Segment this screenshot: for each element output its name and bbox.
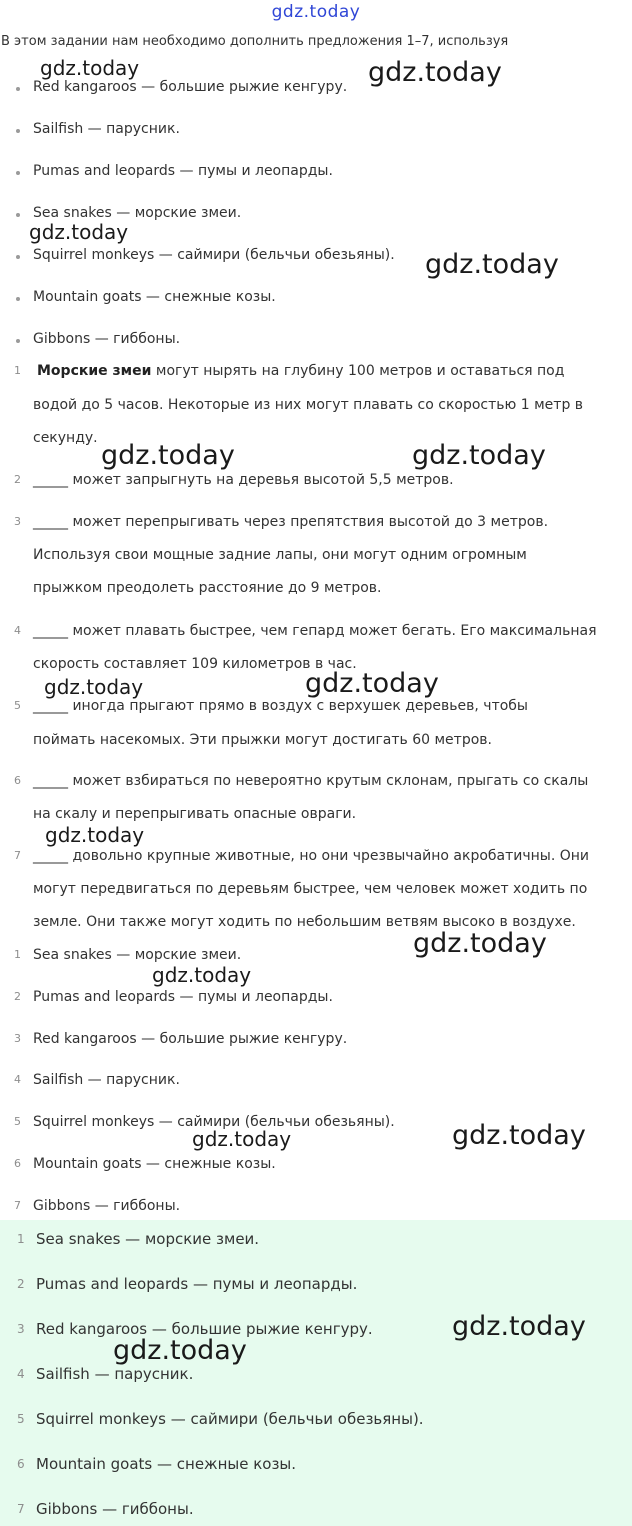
sentence-line: _____ может взбираться по невероятно крутым склонам, прыгать со скалы xyxy=(33,773,589,789)
vocab-item: Pumas and leopards — пумы и леопарды. xyxy=(33,163,333,179)
watermark: gdz.today xyxy=(192,1127,292,1151)
answer-item: Sailfish — парусник. xyxy=(33,1072,180,1088)
vocab-item: Sea snakes — морские змеи. xyxy=(33,205,242,221)
sentence-line: земле. Они также могут ходить по небольшим ветвям высоко в воздухе. xyxy=(33,914,576,930)
bullet-icon xyxy=(16,297,20,301)
watermark: gdz.today xyxy=(412,440,546,471)
sentence-line: _____ иногда прыгают прямо в воздух с верхушек деревьев, чтобы xyxy=(33,698,528,714)
item-number: 6 xyxy=(17,1457,25,1471)
item-number: 5 xyxy=(14,1115,21,1128)
watermark: gdz.today xyxy=(368,57,502,88)
watermark: gdz.today xyxy=(452,1311,586,1342)
item-number: 1 xyxy=(14,364,21,377)
sentence-line xyxy=(37,362,564,380)
bullet-icon xyxy=(16,171,20,175)
final-answer-item: Red kangaroos — большие рыжие кенгуру. xyxy=(36,1320,373,1338)
answer-item: Gibbons — гиббоны. xyxy=(33,1198,181,1214)
final-answer-item: Squirrel monkeys — саймири (бельчьи обезьяны). xyxy=(36,1410,424,1428)
sentence-line: могут передвигаться по деревьям быстрее, чем человек может ходить по xyxy=(33,881,588,897)
sentence-line: _____ может плавать быстрее, чем гепард может бегать. Его максимальная xyxy=(33,623,597,639)
sentence-text: могут нырять на глубину 100 метров и оставаться под xyxy=(151,363,565,379)
watermark: gdz.today xyxy=(29,220,129,244)
item-number: 2 xyxy=(14,990,21,1003)
sentence-line: поймать насекомых. Эти прыжки могут достигать 60 метров. xyxy=(33,732,492,748)
item-number: 4 xyxy=(14,1073,21,1086)
final-answer-item: Sailfish — парусник. xyxy=(36,1365,194,1383)
watermark: gdz.today xyxy=(101,440,235,471)
bullet-icon xyxy=(16,87,20,91)
final-answer-item: Gibbons — гиббоны. xyxy=(36,1500,194,1518)
item-number: 1 xyxy=(17,1232,25,1246)
sentence-line: Используя свои мощные задние лапы, они могут одним огромным xyxy=(33,547,527,563)
item-number: 7 xyxy=(17,1502,25,1516)
vocab-item: Gibbons — гиббоны. xyxy=(33,331,181,347)
sentence-line: секунду. xyxy=(33,430,98,446)
answer-item: Red kangaroos — большие рыжие кенгуру. xyxy=(33,1031,348,1047)
watermark: gdz.today xyxy=(113,1335,247,1366)
watermark: gdz.today xyxy=(425,249,559,280)
vocab-item: Red kangaroos — большие рыжие кенгуру. xyxy=(33,79,348,95)
watermark: gdz.today xyxy=(452,1120,586,1151)
vocab-item: Sailfish — парусник. xyxy=(33,121,180,137)
item-number: 4 xyxy=(17,1367,25,1381)
answer-box xyxy=(0,1220,632,1526)
item-number: 7 xyxy=(14,849,21,862)
item-number: 7 xyxy=(14,1199,21,1212)
watermark: gdz.today xyxy=(152,963,252,987)
answer-item: Mountain goats — снежные козы. xyxy=(33,1156,276,1172)
item-number: 6 xyxy=(14,1157,21,1170)
sentence-line: _____ может запрыгнуть на деревья высотой 5,5 метров. xyxy=(33,472,454,488)
bullet-icon xyxy=(16,255,20,259)
item-number: 2 xyxy=(17,1277,25,1291)
watermark: gdz.today xyxy=(413,928,547,959)
answer-item: Squirrel monkeys — саймири (бельчьи обезьяны). xyxy=(33,1114,395,1130)
answer-item: Pumas and leopards — пумы и леопарды. xyxy=(33,989,333,1005)
watermark: gdz.today xyxy=(44,675,144,699)
bullet-icon xyxy=(16,213,20,217)
intro-text: В этом задании нам необходимо дополнить предложения 1–7, используя xyxy=(1,34,509,49)
bullet-icon xyxy=(16,339,20,343)
item-number: 5 xyxy=(17,1412,25,1426)
item-number: 3 xyxy=(14,1032,21,1045)
final-answer-item: Sea snakes — морские змеи. xyxy=(36,1230,260,1248)
sentence-line: скорость составляет 109 километров в час. xyxy=(33,656,357,672)
final-answer-item: Mountain goats — снежные козы. xyxy=(36,1455,297,1473)
sentence-line: водой до 5 часов. Некоторые из них могут плавать со скоростью 1 метр в xyxy=(33,397,584,413)
item-number: 6 xyxy=(14,774,21,787)
final-answer-item: Pumas and leopards — пумы и леопарды. xyxy=(36,1275,358,1293)
vocab-item: Mountain goats — снежные козы. xyxy=(33,289,276,305)
watermark: gdz.today xyxy=(305,668,439,699)
item-number: 3 xyxy=(17,1322,25,1336)
item-number: 2 xyxy=(14,473,21,486)
sentence-line: прыжком преодолеть расстояние до 9 метров. xyxy=(33,580,382,596)
bullet-icon xyxy=(16,129,20,133)
sentence-line: _____ может перепрыгивать через препятствия высотой до 3 метров. xyxy=(33,514,549,530)
sentence-line: на скалу и перепрыгивать опасные овраги. xyxy=(33,806,357,822)
sentence-bold-answer: Морские змеи xyxy=(37,363,152,379)
item-number: 1 xyxy=(14,948,21,961)
watermark: gdz.today xyxy=(45,823,145,847)
item-number: 3 xyxy=(14,515,21,528)
sentence-line: _____ довольно крупные животные, но они чрезвычайно акробатичны. Они xyxy=(33,848,590,864)
item-number: 4 xyxy=(14,624,21,637)
vocab-item: Squirrel monkeys — саймири (бельчьи обезьяны). xyxy=(33,247,395,263)
site-logo[interactable]: gdz.today xyxy=(271,2,361,22)
answer-item: Sea snakes — морские змеи. xyxy=(33,947,242,963)
item-number: 5 xyxy=(14,699,21,712)
watermark: gdz.today xyxy=(40,56,140,80)
